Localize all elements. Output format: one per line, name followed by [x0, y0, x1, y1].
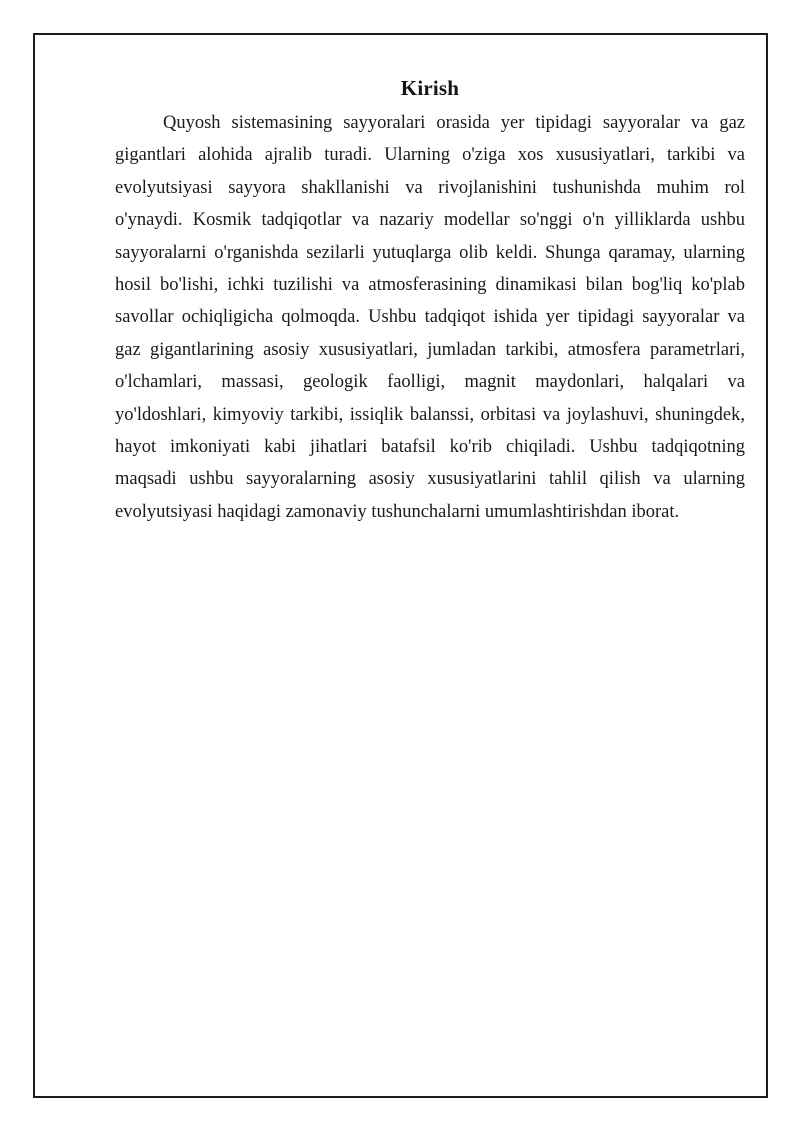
- paragraph-line: o'ynaydi. Kosmik tadqiqotlar va nazariy modellar so'nggi o'n yilliklarda ushbu: [115, 210, 745, 231]
- page-border-frame: [33, 33, 768, 1098]
- paragraph-line: gigantlari alohida ajralib turadi. Ularning o'ziga xos xususiyatlari, tarkibi va: [115, 145, 745, 166]
- paragraph-line: gaz gigantlarining asosiy xususiyatlari, jumladan tarkibi, atmosfera parametrlari,: [115, 339, 745, 360]
- paragraph-line: evolyutsiyasi haqidagi zamonaviy tushunchalarni umumlashtirishdan iborat.: [115, 501, 680, 522]
- paragraph-line: evolyutsiyasi sayyora shakllanishi va rivojlanishini tushunishda muhim rol: [115, 177, 745, 198]
- section-title: Kirish: [400, 76, 460, 100]
- paragraph-line: hayot imkoniyati kabi jihatlari batafsil ko'rib chiqiladi. Ushbu tadqiqotning: [115, 436, 745, 457]
- intro-paragraph: [115, 107, 745, 528]
- paragraph-line: sayyoralarni o'rganishda sezilarli yutuqlarga olib keldi. Shunga qaramay, ularning: [115, 242, 745, 263]
- paragraph-line: hosil bo'lishi, ichki tuzilishi va atmosferasining dinamikasi bilan bog'liq ko'plab: [115, 274, 745, 295]
- paragraph-line: Quyosh sistemasining sayyoralari orasida yer tipidagi sayyoralar va gaz: [163, 113, 745, 133]
- paragraph-line: o'lchamlari, massasi, geologik faolligi, magnit maydonlari, halqalari va: [115, 372, 745, 393]
- paragraph-line: maqsadi ushbu sayyoralarning asosiy xususiyatlarini tahlil qilish va ularning: [115, 469, 745, 490]
- paragraph-line: yo'ldoshlari, kimyoviy tarkibi, issiqlik balanssi, orbitasi va joylashuvi, shuningdek,: [115, 404, 745, 425]
- paragraph-line: savollar ochiqligicha qolmoqda. Ushbu tadqiqot ishida yer tipidagi sayyoralar va: [115, 307, 745, 328]
